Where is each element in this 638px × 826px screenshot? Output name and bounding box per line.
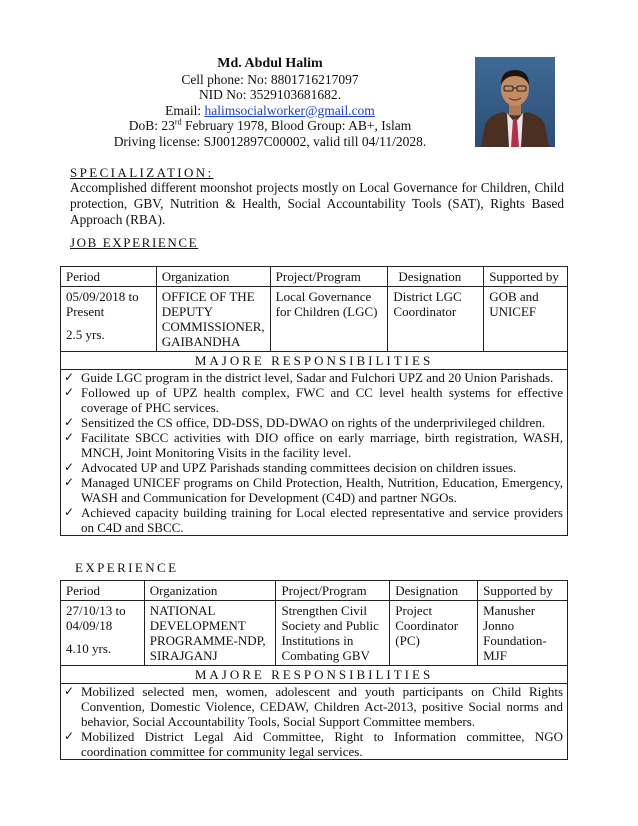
dob-superscript: rd [174, 117, 182, 127]
header-organization: Organization [144, 581, 276, 601]
specialization-title: SPECIALIZATION: [70, 165, 214, 180]
check-icon: ✓ [64, 385, 75, 399]
header-supported-by: Supported by [484, 267, 568, 287]
header-period: Period [61, 267, 157, 287]
experience-title: EXPERIENCE [75, 560, 179, 575]
list-item [61, 370, 567, 385]
cell-supported-by: GOB and UNICEF [484, 287, 568, 352]
responsibilities-list [61, 684, 567, 759]
responsibilities-title: MAJORE RESPONSIBILITIES [61, 666, 568, 684]
list-item [61, 505, 567, 535]
list-item [61, 475, 567, 505]
header-project: Project/Program [276, 581, 390, 601]
check-icon: ✓ [64, 684, 75, 698]
responsibilities-header-row [61, 666, 568, 684]
responsibilities-row [61, 370, 568, 536]
check-icon: ✓ [64, 430, 75, 444]
responsibilities-cell [61, 370, 568, 536]
header-designation: Designation [388, 267, 484, 287]
cell-period [61, 287, 157, 352]
table-row [61, 601, 568, 666]
responsibilities-list [61, 370, 567, 535]
list-item-text: Advocated UP and UPZ Parishads standing committees decision on children issues. [81, 460, 517, 475]
profile-photo [475, 57, 555, 147]
table-row [61, 287, 568, 352]
list-item-text: Facilitate SBCC activities with DIO office on early marriage, birth registration, WASH, MNCH, Joint Monitoring Visits in the facility level. [81, 430, 563, 460]
job-experience-table [60, 266, 568, 536]
period-text: 27/10/13 to 04/09/18 [66, 603, 126, 633]
header-organization: Organization [156, 267, 270, 287]
responsibilities-cell [61, 684, 568, 760]
cell-designation: District LGC Coordinator [388, 287, 484, 352]
list-item-text: Managed UNICEF programs on Child Protection, Health, Nutrition, Education, Emergency, WASH and Communication for Development (C4D) and partner NGOs. [81, 475, 563, 505]
cell-project: Strengthen Civil Society and Public Institutions in Combating GBV [276, 601, 390, 666]
dob-prefix: DoB: 23 [128, 118, 175, 133]
list-item [61, 385, 567, 415]
table-header-row [61, 581, 568, 601]
candidate-name: Md. Abdul Halim [217, 56, 323, 71]
cell-organization: OFFICE OF THE DEPUTY COMMISSIONER, GAIBANDHA [156, 287, 270, 352]
job-experience-title: JOB EXPERIENCE [70, 235, 199, 250]
driving-license: Driving license: SJ0012897C00002, valid till 04/11/2028. [113, 133, 427, 149]
header-designation: Designation [390, 581, 478, 601]
header-project: Project/Program [270, 267, 388, 287]
specialization-text: Accomplished different moonshot projects mostly on Local Governance for Children, Child protection, GBV, Nutrition & Health, Social Accountability Tools (SAT), Rights Based Approach (RBA). [70, 180, 564, 227]
check-icon: ✓ [64, 505, 75, 519]
list-item-text: Followed up of UPZ health complex, FWC and CC level health systems for effective coverage of PHC services. [81, 385, 563, 415]
responsibilities-title: MAJORE RESPONSIBILITIES [61, 352, 568, 370]
cell-period [61, 601, 145, 666]
contact-header [110, 56, 430, 149]
cell-project: Local Governance for Children (LGC) [270, 287, 388, 352]
cell-supported-by: Manusher Jonno Foundation-MJF [478, 601, 568, 666]
duration-text: 4.10 yrs. [66, 641, 112, 656]
list-item [61, 415, 567, 430]
portrait-image [475, 57, 555, 147]
dob-line [110, 118, 430, 134]
cell-phone: Cell phone: No: 8801716217097 [181, 71, 359, 87]
header-period: Period [61, 581, 145, 601]
list-item-text: Sensitized the CS office, DD-DSS, DD-DWAO on rights of the underprivileged children. [81, 415, 546, 430]
list-item-text: Mobilized District Legal Aid Committee, Right to Information committee, NGO coordination committee for community legal services. [81, 729, 563, 759]
email-label: Email: [165, 102, 205, 118]
list-item [61, 684, 567, 729]
table-header-row [61, 267, 568, 287]
cell-designation: Project Coordinator (PC) [390, 601, 478, 666]
duration-text: 2.5 yrs. [66, 327, 105, 342]
responsibilities-header-row [61, 352, 568, 370]
list-item-text: Mobilized selected men, women, adolescent and youth participants on Child Rights Convention, Domestic Violence, CEDAW, Children Act-2013, positive Social norms and behavior, Social Accountability Tools, Social Support Committee members. [81, 684, 563, 729]
list-item [61, 460, 567, 475]
list-item-text: Achieved capacity building training for Local elected representative and service providers on C4D and SBCC. [81, 505, 563, 535]
experience-table [60, 580, 568, 760]
list-item-text: Guide LGC program in the district level, Sadar and Fulchori UPZ and 20 Union Parishads. [81, 370, 554, 385]
list-item [61, 430, 567, 460]
check-icon: ✓ [64, 460, 75, 474]
cell-organization: NATIONAL DEVELOPMENT PROGRAMME-NDP, SIRAJGANJ [144, 601, 276, 666]
list-item [61, 729, 567, 759]
check-icon: ✓ [64, 475, 75, 489]
dob-suffix: February 1978, Blood Group: AB+, Islam [181, 118, 412, 133]
header-supported-by: Supported by [478, 581, 568, 601]
email-line [110, 103, 430, 119]
nid-number: NID No: 3529103681682. [198, 87, 342, 102]
check-icon: ✓ [64, 729, 75, 743]
check-icon: ✓ [64, 370, 75, 384]
check-icon: ✓ [64, 415, 75, 429]
period-text: 05/09/2018 to Present [66, 289, 139, 319]
email-link[interactable]: halimsocialworker@gmail.com [204, 102, 375, 118]
responsibilities-row [61, 684, 568, 760]
